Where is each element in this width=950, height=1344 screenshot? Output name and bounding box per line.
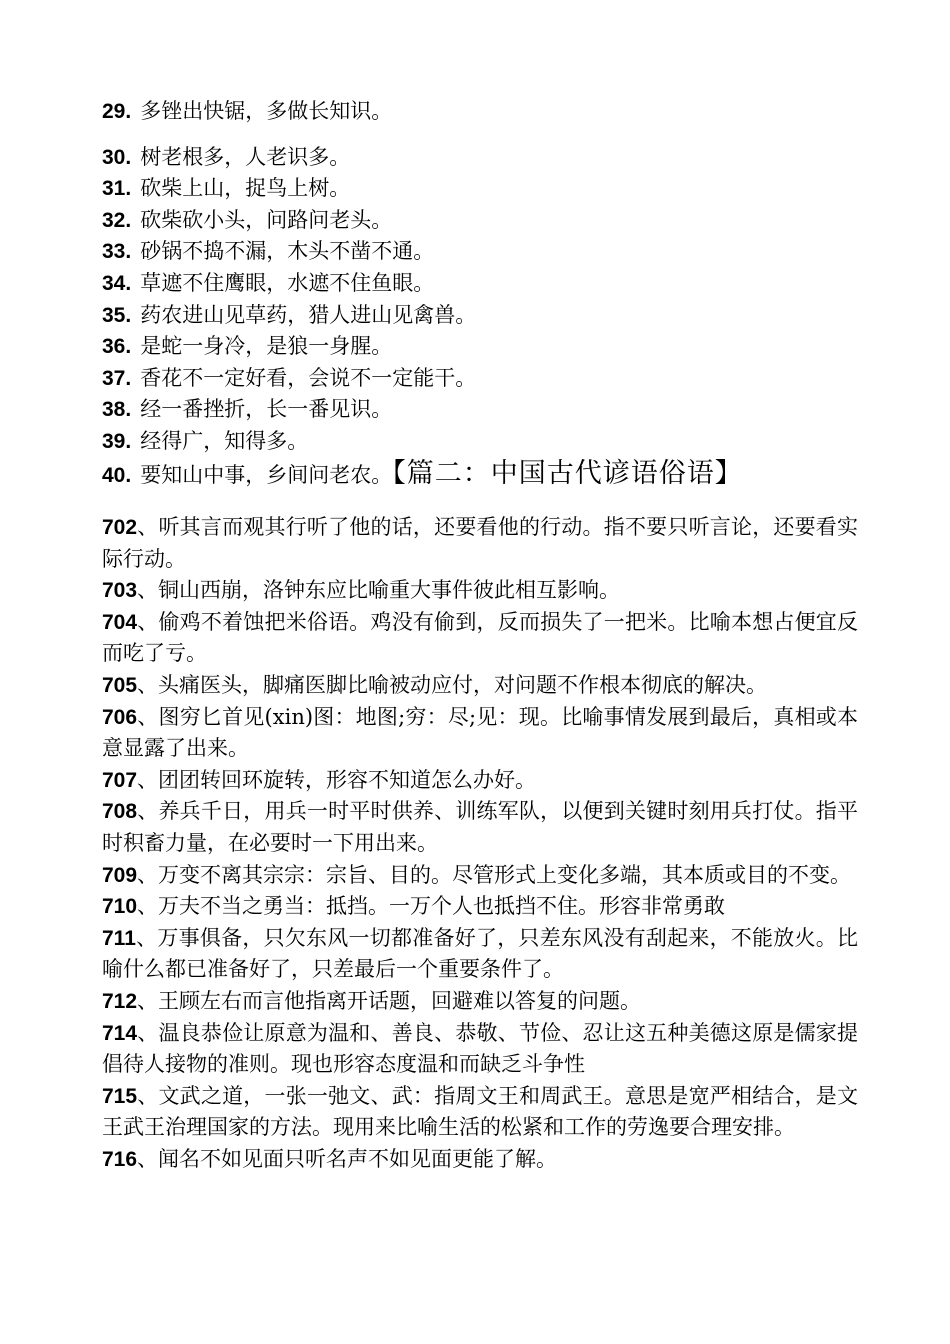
proverb-item [102, 96, 862, 128]
entry-item [102, 512, 858, 575]
proverb-text: 砍柴上山，捉鸟上树。 [140, 176, 351, 201]
entry-separator: 、 [137, 894, 159, 919]
entry-number: 716 [102, 1147, 138, 1171]
proverb-item [102, 142, 862, 174]
entry-item [102, 607, 858, 670]
entry-number: 714 [102, 1021, 138, 1045]
entry-separator: 、 [137, 862, 159, 887]
entry-text: 温良恭俭让原意为温和、善良、恭敬、节俭、忍让这五种美德这原是儒家提倡待人接物的准则。现也形容态度温和而缺乏斗争性 [102, 1020, 859, 1077]
entry-item [102, 670, 858, 702]
proverb-item [102, 236, 862, 268]
proverb-number: 33. [102, 240, 132, 264]
entry-number: 712 [102, 989, 138, 1013]
entry-item [102, 575, 858, 607]
entry-separator: 、 [137, 1146, 159, 1171]
entry-number: 709 [102, 863, 138, 887]
entry-separator: 、 [137, 799, 159, 824]
entry-separator: 、 [135, 925, 158, 950]
proverb-item [102, 205, 862, 237]
entry-text: 团团转回环旋转，形容不知道怎么办好。 [158, 767, 537, 792]
proverb-number: 37. [102, 366, 132, 390]
entry-item [102, 765, 858, 797]
entry-text: 万变不离其宗宗：宗旨、目的。尽管形式上变化多端，其本质或目的不变。 [158, 862, 852, 887]
entry-number: 704 [102, 610, 138, 634]
entry-number: 703 [102, 579, 138, 603]
entry-separator: 、 [137, 767, 159, 792]
proverb-number: 35. [102, 303, 132, 327]
entry-number: 707 [102, 768, 138, 792]
proverb-text: 多锉出快锯，多做长知识。 [140, 99, 393, 123]
proverb-text: 草遮不住鹰眼，水遮不住鱼眼。 [140, 270, 435, 295]
proverb-number: 34. [102, 271, 132, 295]
proverb-number: 38. [102, 398, 132, 422]
proverb-text: 砍柴砍小头，问路问老头。 [140, 207, 393, 232]
entry-text: 万夫不当之勇当：抵挡。一万个人也抵挡不住。形容非常勇敢 [158, 894, 726, 919]
proverb-item [102, 300, 862, 332]
entry-number: 706 [102, 705, 138, 729]
proverb-item [102, 331, 862, 363]
entry-text: 图穷匕首见(xin)图：地图;穷：尽;见：现。比喻事情发展到最后，真相或本意显露了出来。 [102, 704, 858, 761]
entry-item [102, 702, 858, 765]
proverb-text: 香花不一定好看，会说不一定能干。 [140, 365, 477, 390]
entry-text: 偷鸡不着蚀把米俗语。鸡没有偷到，反而损失了一把米。比喻本想占便宜反而吃了亏。 [102, 609, 859, 666]
proverb-item [102, 173, 862, 205]
proverb-item [102, 363, 862, 395]
proverb-list-part-one [102, 96, 862, 489]
proverb-text: 药农进山见草药，猎人进山见禽兽。 [140, 302, 477, 327]
entry-separator: 、 [137, 988, 159, 1013]
entry-item [102, 1081, 858, 1144]
proverb-text: 树老根多，人老识多。 [140, 144, 351, 169]
entry-separator: 、 [137, 1083, 159, 1108]
proverb-number: 39. [102, 429, 132, 453]
entry-separator: 、 [137, 609, 159, 634]
entry-number: 702 [102, 516, 138, 539]
entry-number: 708 [102, 800, 138, 824]
entry-item [102, 986, 858, 1018]
entry-text: 铜山西崩，洛钟东应比喻重大事件彼此相互影响。 [158, 578, 621, 603]
proverb-item [102, 458, 862, 490]
entry-text: 养兵千日，用兵一时平时供养、训练军队，以便到关键时刻用兵打仗。指平时积畜力量，在必要时一下用出来。 [102, 799, 859, 855]
proverb-text: 经一番挫折，长一番见识。 [140, 397, 393, 422]
proverb-number: 32. [102, 208, 132, 232]
entry-number: 711 [102, 926, 136, 950]
proverb-text: 经得广，知得多。 [140, 428, 309, 453]
proverb-text: 砂锅不捣不漏，木头不凿不通。 [140, 239, 435, 264]
entry-text: 王顾左右而言他指离开话题，回避难以答复的问题。 [158, 988, 642, 1013]
entry-separator: 、 [137, 1020, 159, 1045]
entry-item [102, 796, 858, 859]
entry-text: 头痛医头，脚痛医脚比喻被动应付，对问题不作根本彻底的解决。 [158, 672, 768, 697]
proverb-number: 29. [102, 100, 132, 123]
entry-number: 705 [102, 673, 138, 697]
entry-item [102, 1144, 858, 1176]
entry-item [102, 923, 858, 986]
proverb-number: 30. [102, 145, 132, 169]
entry-separator: 、 [137, 515, 159, 539]
entry-text: 听其言而观其行听了他的话，还要看他的行动。指不要只听言论，还要看实际行动。 [102, 515, 859, 571]
proverb-number: 36. [102, 335, 132, 359]
entry-number: 710 [102, 895, 138, 919]
proverb-item [102, 426, 862, 458]
entry-number: 715 [102, 1084, 138, 1108]
entry-separator: 、 [137, 704, 159, 729]
proverb-number: 40. [102, 463, 132, 487]
proverb-text: 要知山中事，乡间问老农。 [140, 462, 393, 487]
proverb-text: 是蛇一身冷，是狼一身腥。 [140, 334, 393, 359]
proverb-number: 31. [102, 177, 132, 201]
entry-separator: 、 [137, 578, 159, 603]
proverb-item [102, 394, 862, 426]
entry-text: 文武之道，一张一弛文、武：指周文王和周武王。意思是宽严相结合，是文王武王治理国家的方法。现用来比喻生活的松紧和工作的劳逸要合理安排。 [102, 1083, 859, 1140]
proverb-list-part-two [102, 512, 858, 1175]
entry-item [102, 860, 858, 892]
entry-item [102, 1018, 858, 1081]
entry-separator: 、 [137, 672, 159, 697]
entry-text: 万事俱备，只欠东风一切都准备好了，只差东风没有刮起来，不能放火。比喻什么都已准备好了，只差最后一个重要条件了。 [102, 925, 859, 982]
entry-text: 闻名不如见面只听名声不如见面更能了解。 [158, 1146, 558, 1171]
section-heading: 【篇二：中国古代谚语俗语】 [392, 457, 743, 489]
entry-item [102, 891, 858, 923]
proverb-item [102, 268, 862, 300]
